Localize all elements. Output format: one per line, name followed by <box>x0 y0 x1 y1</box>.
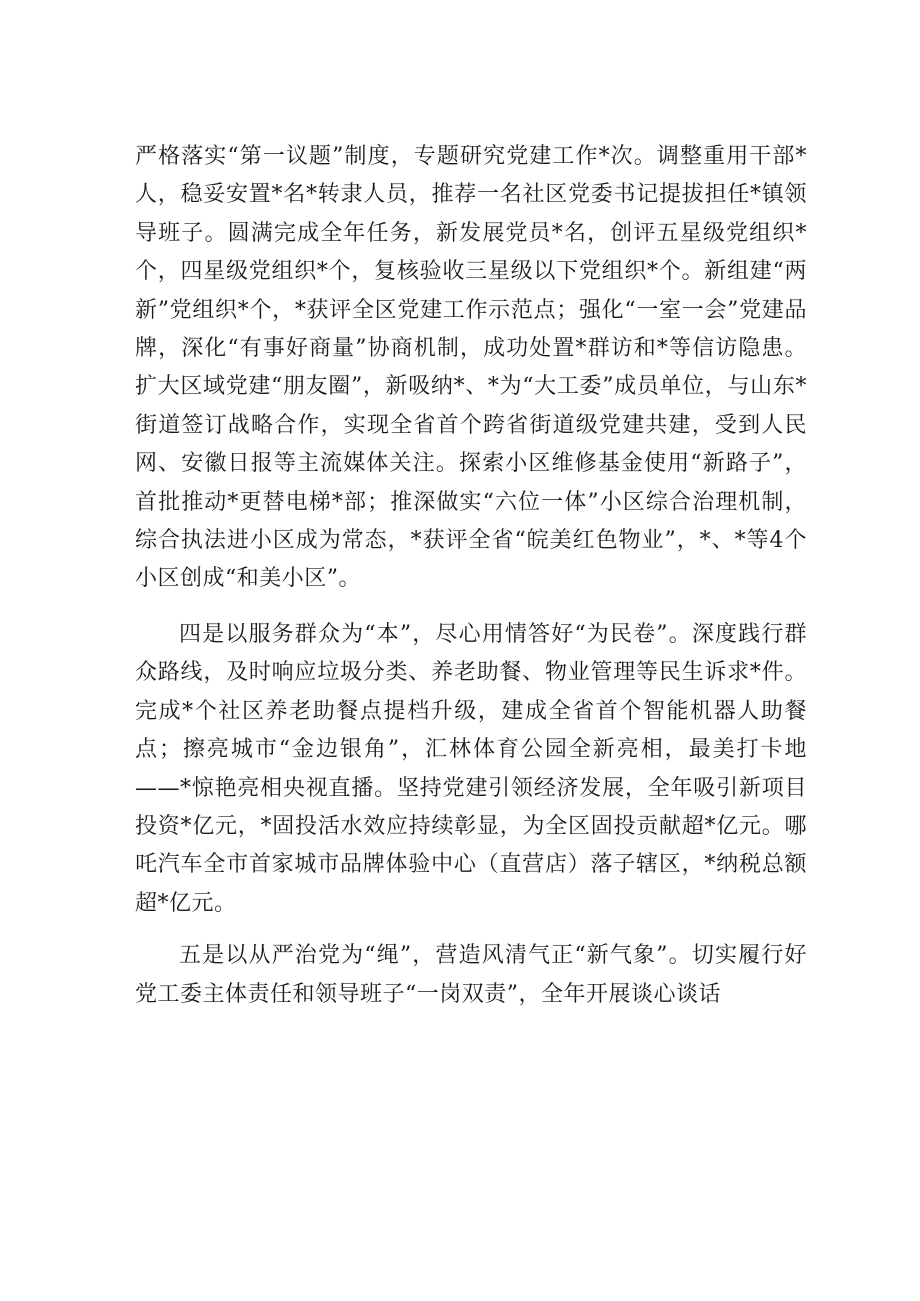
document-body <box>135 138 807 1014</box>
paragraph-strict-party-governance: 五是以从严治党为“绳”，营造风清气正“新气象”。切实履行好党工委主体责任和领导班子“一岗双责”，全年开展谈心谈话 <box>135 943 807 1007</box>
paragraph-party-building-work: 严格落实“第一议题”制度，专题研究党建工作*次。调整重用干部*人，稳妥安置*名*转隶人员，推荐一名社区党委书记提拔担任*镇领导班子。圆满完成全年任务，新发展党员*名，创评五星级党组织*个，四星级党组织*个，复核验收三星级以下党组织*个。新组建“两新”党组织*个，*获评全区党建工作示范点；强化“一室一会”党建品牌，深化“有事好商量”协商机制，成功处置*群访和*等信访隐患。扩大区域党建“朋友圈”，新吸纳*、*为“大工委”成员单位，与山东*街道签订战略合作，实现全省首个跨省街道级党建共建，受到人民网、安徽日报等主流媒体关注。探索小区维修基金使用“新路子”，首批推动*更替电梯*部；推深做实“六位一体”小区综合治理机制，综合执法进小区成为常态，*获评全省“皖美红色物业”，*、*等4个小区创成“和美小区”。 <box>135 144 807 592</box>
paragraph-serving-the-public: 四是以服务群众为“本”，尽心用情答好“为民卷”。深度践行群众路线，及时响应垃圾分类、养老助餐、物业管理等民生诉求*件。完成*个社区养老助餐点提档升级，建成全省首个智能机器人助餐点；擦亮城市“金边银角”，汇林体育公园全新亮相，最美打卡地——*惊艳亮相央视直播。坚持党建引领经济发展，全年吸引新项目投资*亿元，*固投活水效应持续彰显，为全区固投贡献超*亿元。哪吒汽车全市首家城市品牌体验中心（直营店）落子辖区，*纳税总额超*亿元。 <box>135 621 807 916</box>
